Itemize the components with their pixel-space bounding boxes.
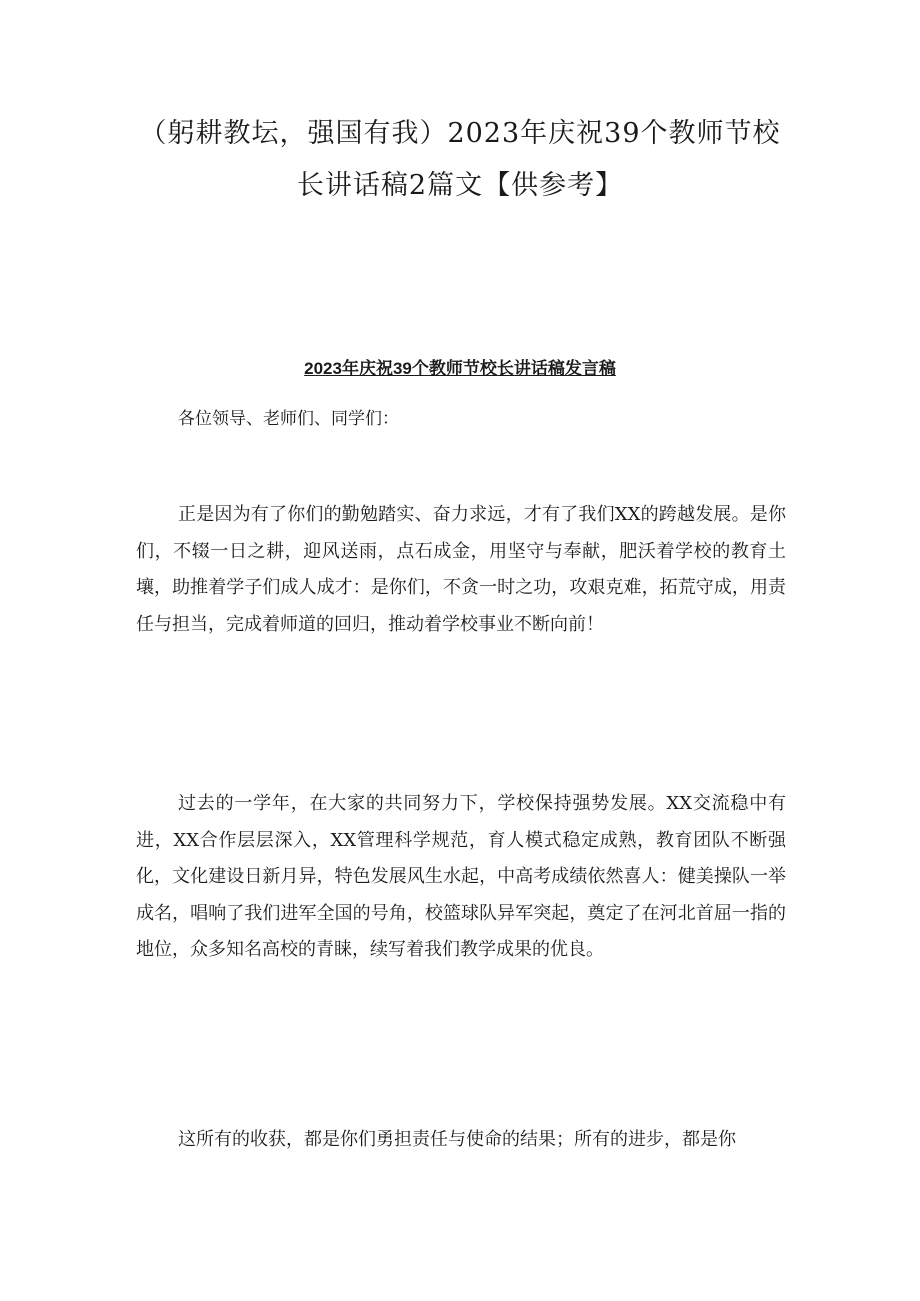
speech-heading: 2023年庆祝39个教师节校长讲话稿发言稿 (304, 359, 616, 378)
salutation: 各位领导、老师们、同学们： (178, 409, 399, 428)
body-paragraph: 过去的一学年，在大家的共同努力下，学校保持强势发展。XX交流稳中有进，XX合作层层深入，XX管理科学规范，育人模式稳定成熟，教育团队不断强化，文化建设日新月异，特色发展风生水起，中高考成绩依然喜人：健美操队一举成名，唱响了我们进军全国的号角，校篮球队异军突起，奠定了在河北首屈一指的地位，众多知名高校的青睐，续写着我们教学成果的优良。 (136, 793, 786, 961)
body-paragraph: 这所有的收获，都是你们勇担责任与使命的结果；所有的进步，都是你 (178, 1129, 736, 1150)
document-title: （躬耕教坛，强国有我）2023年庆祝39个教师节校长讲话稿2篇文【供参考】 (139, 118, 781, 201)
body-paragraph: 正是因为有了你们的勤勉踏实、奋力求远，才有了我们XX的跨越发展。是你们，不辍一日之耕，迎风送雨，点石成金，用坚守与奉献，肥沃着学校的教育土壤，助推着学子们成人成才：是你们，不贪一时之功，攻艰克难，拓荒守成，用责任与担当，完成着师道的回归，推动着学校事业不断向前！ (136, 504, 786, 635)
